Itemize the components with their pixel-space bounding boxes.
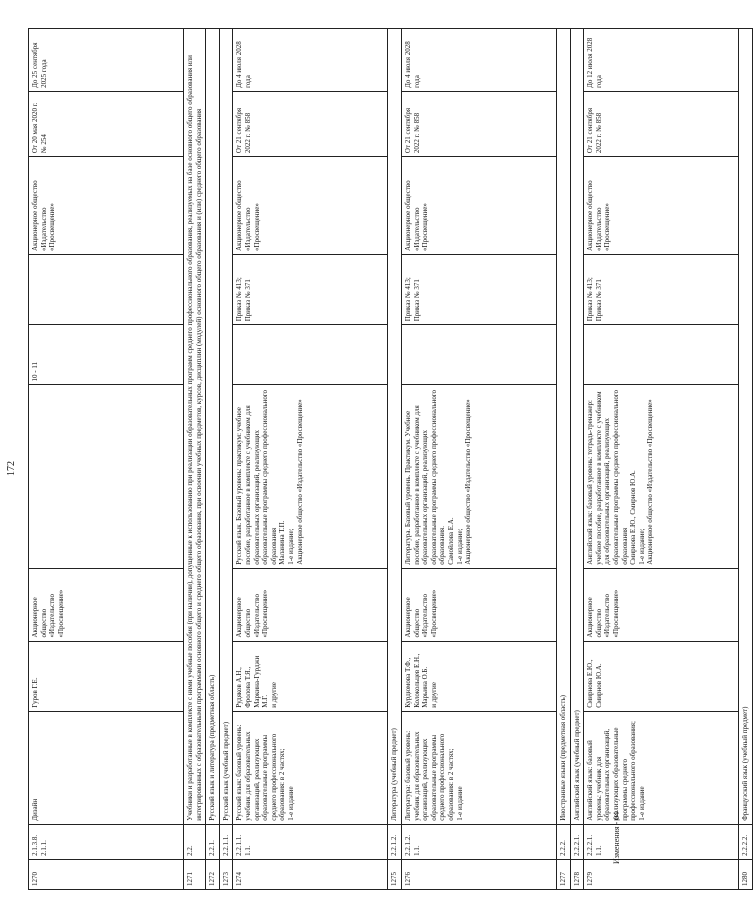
row-number: 1273 xyxy=(219,859,233,889)
author-cell: Рудяков А.Н., Фролова Т.Я., Маркина-Гурджи М.Г. и другие xyxy=(233,641,388,711)
section-row xyxy=(570,29,584,890)
section-heading: Французский язык (учебный предмет) xyxy=(739,29,753,825)
expiry-cell: До 25 сентября 2025 года xyxy=(29,29,184,92)
order-cell: Приказ № 413; Приказ № 371 xyxy=(401,254,556,324)
table-row xyxy=(584,29,739,890)
row-number: 1277 xyxy=(556,859,570,889)
date-cell: От 20 мая 2020 г. № 254 xyxy=(29,91,184,156)
table-row xyxy=(401,29,556,890)
row-code: 2.2.2. xyxy=(556,824,570,859)
grade-cell: 10 - 11 xyxy=(29,325,184,385)
textbook-table xyxy=(28,28,753,890)
author-cell: Смирнова Е.Ю., Смирнов Ю.А. xyxy=(584,641,739,711)
page-number: 172 xyxy=(6,461,17,476)
grade-cell xyxy=(233,325,388,385)
organization-cell: Акционерное общество «Издательство «Просвещение» xyxy=(29,157,184,255)
author-cell: Гуров Г.Е. xyxy=(29,641,184,711)
section-row xyxy=(739,29,753,890)
row-number: 1270 xyxy=(29,859,184,889)
grade-cell xyxy=(401,325,556,385)
row-number: 1272 xyxy=(206,859,220,889)
section-row xyxy=(184,29,206,890)
row-code: 2.2.2.1. 1.1. xyxy=(584,824,739,859)
publisher-cell: Акционерное общество «Издательство «Просвещение» xyxy=(233,568,388,641)
row-code: 2.2.1.2. xyxy=(388,824,402,859)
section-heading: Русский язык (учебный предмет) xyxy=(219,29,233,825)
organization-cell: Акционерное общество «Издательство «Просвещение» xyxy=(584,157,739,255)
description-cell: Литература. Базовый уровень. Практикум. Учебное пособие, разработанное в комплекте с учебником для образовательных организаций, реализующих образовательные программы среднего профессионального образования. Самойлова Е.А. 1-е издание; Акционерное общество «Издательство «Просвещение» xyxy=(401,385,556,568)
organization-cell: Акционерное общество «Издательство «Просвещение» xyxy=(233,157,388,255)
order-cell: Приказ № 413; Приказ № 371 xyxy=(233,254,388,324)
row-code: 2.2.2.2. xyxy=(739,824,753,859)
expiry-cell: До 12 июля 2028 года xyxy=(584,29,739,92)
expiry-cell: До 4 июля 2028 года xyxy=(233,29,388,92)
subject-cell: Литература: базовый уровень: учебник для образовательных организаций, реализующих образовательные программы среднего профессионального образования: в 2 частях; 1-е издание xyxy=(401,711,556,824)
row-number: 1280 xyxy=(739,859,753,889)
subject-cell: Дизайн xyxy=(29,711,184,824)
organization-cell: Акционерное общество «Издательство «Просвещение» xyxy=(401,157,556,255)
subject-cell: Русский язык: базовый уровень: учебник для образовательных организаций, реализующих образовательные программы среднего профессионального образования: в 2 частях; 1-е издание xyxy=(233,711,388,824)
row-number: 1271 xyxy=(184,859,206,889)
footer-note: Изменения - 04 xyxy=(612,811,621,864)
publisher-cell: Акционерное общество «Издательство «Просвещение» xyxy=(29,568,184,641)
row-code: 2.1.3.8. 2.1.1. xyxy=(29,824,184,859)
publisher-cell: Акционерное общество «Издательство «Просвещение» xyxy=(401,568,556,641)
row-number: 1279 xyxy=(584,859,739,889)
order-cell xyxy=(29,254,184,324)
section-heading: Иностранные языки (предметная область) xyxy=(556,29,570,825)
row-code: 2.2.1. xyxy=(206,824,220,859)
date-cell: От 21 сентября 2022 г. № 858 xyxy=(233,91,388,156)
row-number: 1276 xyxy=(401,859,556,889)
description-cell xyxy=(29,385,184,568)
section-heading: Литература (учебный предмет) xyxy=(388,29,402,825)
expiry-cell: До 4 июля 2028 года xyxy=(401,29,556,92)
date-cell: От 21 сентября 2022 г. № 858 xyxy=(584,91,739,156)
table-row xyxy=(29,29,184,890)
section-row xyxy=(206,29,220,890)
publisher-cell: Акционерное общество «Издательство «Просвещение» xyxy=(584,568,739,641)
description-cell: Русский язык. Базовый уровень: практикум: учебное пособие, разработанное в комплекте с учебником для образовательных организаций, реализующих образовательные программы среднего профессионального образования Маланина Т.П. 1-е издание; Акционерное общество «Издательство «Просвещение» xyxy=(233,385,388,568)
order-cell: Приказ № 413; Приказ № 371 xyxy=(584,254,739,324)
section-heading: Учебники и разработанные в комплекте с ними учебные пособия (при наличии), допущенные к использованию при реализации образовательных программ среднего профессионального образования, реализуемых на базе основного общего образования или интегрированных с образовательными программами основного общего и среднего общего образования, при освоении учебных предметов, курсов, дисциплин (модулей) основного общего образования и (или) среднего общего образования xyxy=(184,29,206,825)
row-number: 1275 xyxy=(388,859,402,889)
table-row xyxy=(233,29,388,890)
section-row xyxy=(219,29,233,890)
section-heading: Русский язык и литература (предметная область) xyxy=(206,29,220,825)
table-body xyxy=(29,29,753,890)
row-code: 2.2.1.2. 1.1. xyxy=(401,824,556,859)
section-heading: Английский язык (учебный предмет) xyxy=(570,29,584,825)
description-cell: Английский язык: базовый уровень: тетрадь-тренажер: учебное пособие, разработанное в комплекте с учебником для образовательных организаций, реализующих образовательные программы среднего профессионального образования Смирнова Е.Ю., Смирнов Ю.А. 1-е издание; Акционерное общество «Издательство «Просвещение» xyxy=(584,385,739,568)
section-row xyxy=(388,29,402,890)
subject-cell: Английский язык: базовый уровень: учебник для образовательных организаций, реализующих образовательные программы среднего профессионального образования; 1-е издание xyxy=(584,711,739,824)
row-number: 1278 xyxy=(570,859,584,889)
row-number: 1274 xyxy=(233,859,388,889)
row-code: 2.2.1.1. 1.1. xyxy=(233,824,388,859)
author-cell: Курдюмова Т.Ф., Колокольцев Е.Н., Марьина О.Б. и другие xyxy=(401,641,556,711)
grade-cell xyxy=(584,325,739,385)
row-code: 2.2.1.1. xyxy=(219,824,233,859)
row-code: 2.2.2.1. xyxy=(570,824,584,859)
row-code: 2.2. xyxy=(184,824,206,859)
date-cell: От 21 сентября 2022 г. № 858 xyxy=(401,91,556,156)
section-row xyxy=(556,29,570,890)
